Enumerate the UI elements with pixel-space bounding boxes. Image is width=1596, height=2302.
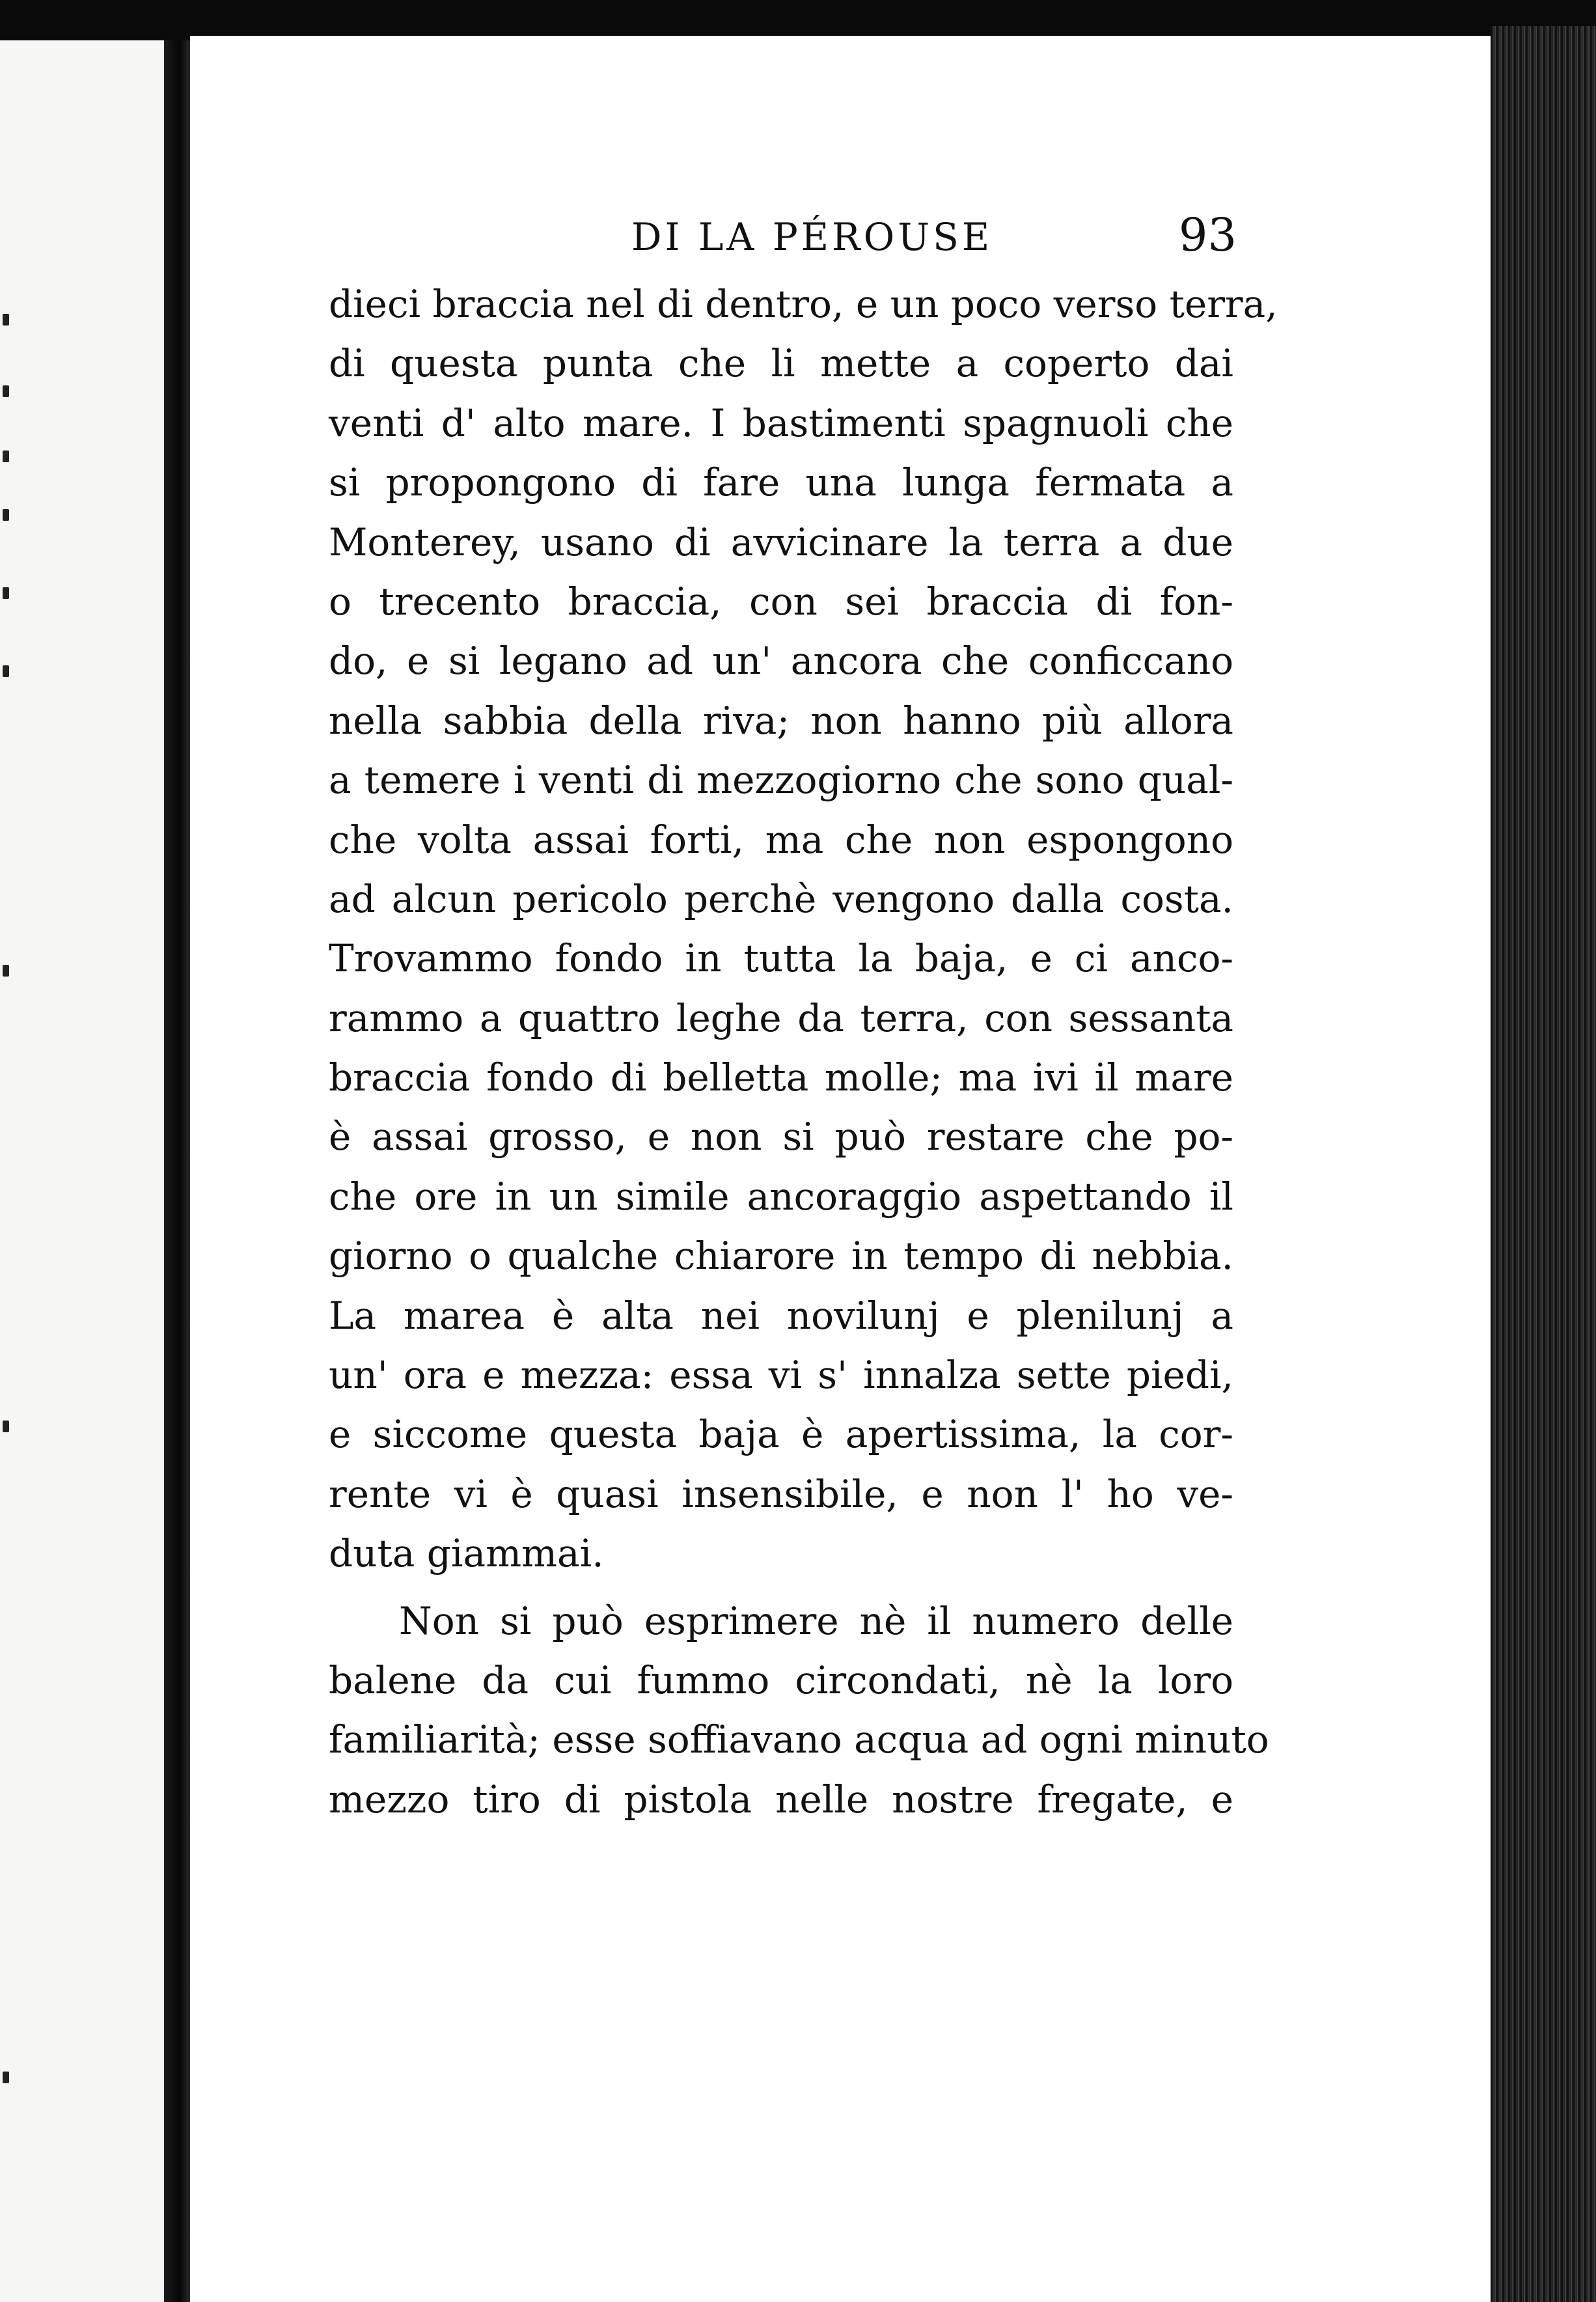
- text-line: che ore in un simile ancoraggio aspettando il: [329, 1174, 1233, 1219]
- text-line: do, e si legano ad un' ancora che conficcano: [329, 639, 1233, 684]
- text-line: familiarità; esse soffiavano acqua ad ogni minuto: [329, 1717, 1269, 1762]
- paragraph: [329, 1592, 1269, 1830]
- body-text: [329, 275, 1278, 1829]
- text-line: duta giammai.: [329, 1531, 604, 1576]
- running-head: DI LA PÉROUSE: [631, 215, 993, 259]
- text-line: Trovammo fondo in tutta la baja, e ci anco-: [329, 936, 1233, 981]
- text-line: rammo a quattro leghe da terra, con sessanta: [329, 995, 1233, 1040]
- text-line: e siccome questa baja è apertissima, la cor-: [329, 1412, 1233, 1457]
- text-line: La marea è alta nei novilunj e plenilunj a: [329, 1293, 1233, 1338]
- text-line: braccia fondo di belletta molle; ma ivi il mare: [329, 1055, 1233, 1100]
- text-line: ad alcun pericolo perchè vengono dalla costa.: [329, 876, 1233, 921]
- text-line: giorno o qualche chiarore in tempo di nebbia.: [329, 1234, 1233, 1279]
- page-number: 93: [1178, 208, 1237, 262]
- text-line: si propongono di fare una lunga fermata a: [329, 460, 1233, 505]
- text-line: rente vi è quasi insensibile, e non l' ho ve-: [329, 1471, 1233, 1516]
- facing-page-edge: [0, 40, 164, 2302]
- text-line: Non si può esprimere nè il numero delle: [399, 1598, 1233, 1643]
- text-line: balene da cui fummo circondati, nè la loro: [329, 1657, 1233, 1702]
- scan-top-border: [0, 0, 1596, 40]
- paragraph-gap: [329, 1584, 1233, 1592]
- bleed-through-marks: [0, 314, 20, 2137]
- text-line: è assai grosso, e non si può restare che po-: [329, 1115, 1233, 1159]
- text-line: dieci braccia nel di dentro, e un poco verso terra,: [329, 282, 1278, 326]
- text-line: a temere i venti di mezzogiorno che sono qual-: [329, 758, 1233, 803]
- text-line: venti d' alto mare. I bastimenti spagnuoli che: [329, 400, 1233, 445]
- text-line: che volta assai forti, ma che non espongono: [329, 817, 1233, 862]
- text-line: o trecento braccia, con sei braccia di fon-: [329, 579, 1233, 624]
- page-header: [325, 208, 1237, 273]
- text-line: di questa punta che li mette a coperto dai: [329, 341, 1233, 386]
- text-line: nella sabbia della riva; non hanno più allora: [329, 698, 1233, 743]
- text-line: mezzo tiro di pistola nelle nostre fregate, e: [329, 1777, 1233, 1822]
- text-line: Monterey, usano di avvicinare la terra a due: [329, 520, 1233, 564]
- text-line: un' ora e mezza: essa vi s' innalza sette piedi,: [329, 1353, 1233, 1398]
- paragraph: [329, 275, 1278, 1584]
- page-stack-edge: [1491, 26, 1596, 2302]
- book-gutter: [164, 40, 190, 2302]
